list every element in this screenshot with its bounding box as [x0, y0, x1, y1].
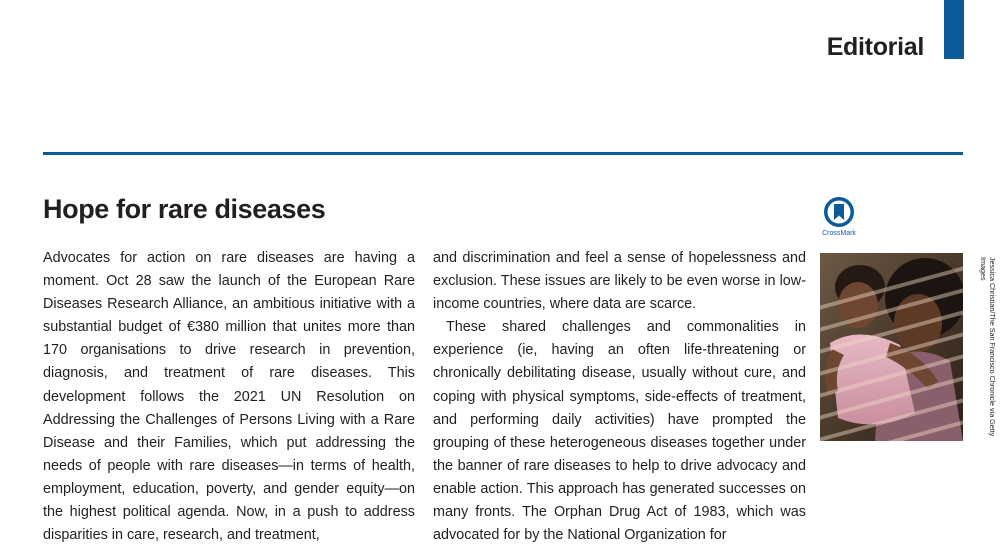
paragraph: Advocates for action on rare diseases are having a moment. Oct 28 saw the launch of the European Rare Diseases Research Alliance, an ambitious initiative with a substantial budget of €380 million that unites more than 170 organisations to drive research in prevention, diagnosis, and treatment of rare diseases. This development follows the 2021 UN Resolution on Addressing the Challenges of Persons Living with a Rare Disease and their Families, which put addressing the needs of people with rare diseases—in terms of health, employment, education, poverty, and gender equity—on the highest political agenda. Now, in a push to address disparities in care, research, and treatment,: [43, 250, 415, 544]
photo-credit-text: Jessica Christian/The San Francisco Chronicle via Getty Images: [979, 257, 997, 437]
header-rule: [43, 152, 963, 155]
crossmark-badge[interactable]: [815, 196, 863, 239]
article-title: Hope for rare diseases: [43, 194, 326, 224]
section-label: Editorial: [826, 33, 924, 61]
article-column-1: [43, 247, 415, 547]
crossmark-icon: [823, 196, 855, 228]
section-accent-bar: [944, 0, 964, 59]
photo-credit: [965, 257, 997, 443]
paragraph: and discrimination and feel a sense of hopelessness and exclusion. These issues are likely to be even worse in low-income countries, where data are scarce.: [433, 250, 806, 313]
article-column-2: [433, 247, 806, 547]
article-photo: [820, 253, 963, 441]
paragraph: These shared challenges and commonalities in experience (ie, having an often life-threatening or chronically debilitating disease, usually without cure, and coping with physical symptoms, side-effects of treatment, and performing daily activities) have prompted the grouping of these heterogeneous diseases together under the banner of rare diseases to help to drive advocacy and enable action. This approach has generated successes on many fronts. The Orphan Drug Act of 1983, which was advocated for by the National Organization for: [433, 319, 806, 544]
crossmark-label: CrossMark: [822, 230, 856, 237]
